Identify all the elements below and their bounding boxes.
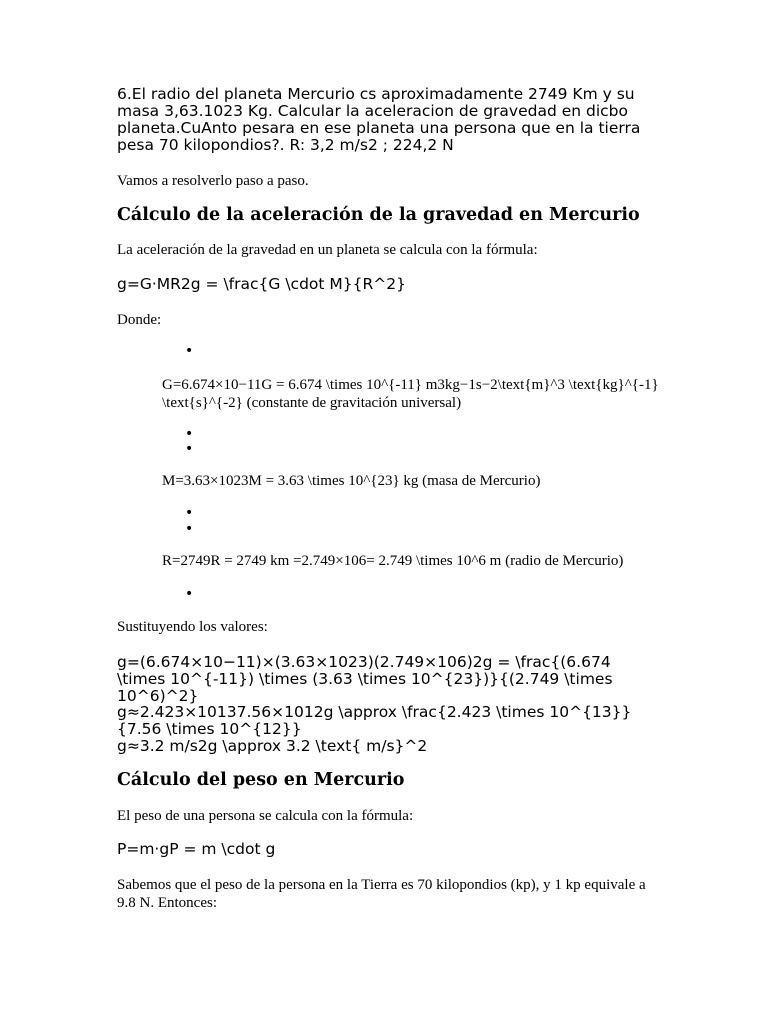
list-bullet: •: [185, 586, 194, 602]
list-bullet: •: [185, 441, 194, 457]
gravity-formula-intro: La aceleración de la gravedad en un planeta se calcula con la fórmula:: [117, 242, 538, 258]
list-bullet: •: [185, 505, 194, 521]
calculation-step-2: g≈2.423×10137.56×1012g \approx \frac{2.423 \times 10^{13}}{7.56 \times 10^{12}}: [117, 703, 632, 738]
list-bullet: •: [185, 426, 194, 442]
section-heading-weight: Cálculo del peso en Mercurio: [117, 770, 405, 790]
weight-formula: P=m·gP = m \cdot g: [117, 840, 276, 858]
weight-explanation: Sabemos que el peso de la persona en la Tierra es 70 kilopondios (kp), y 1 kp equivale a 9.8 N. Entonces:: [117, 877, 646, 911]
sustituyendo-label: Sustituyendo los valores:: [117, 619, 268, 635]
calculation-step-1: g=(6.674×10−11)×(3.63×1023)(2.749×106)2g = \frac{(6.674 \times 10^{-11}) \times (3.63 \times 10^{23})}{(2.749 \times 10^6)^2}: [117, 653, 613, 705]
weight-formula-intro: El peso de una persona se calcula con la fórmula:: [117, 808, 414, 824]
donde-label: Donde:: [117, 312, 162, 328]
calculation-step-3: g≈3.2 m/s2g \approx 3.2 \text{ m/s}^2: [117, 737, 428, 755]
list-item-radius: R=2749R = 2749 km =2.749×106= 2.749 \times 10^6 m (radio de Mercurio): [162, 553, 624, 569]
list-item-constant-g: G=6.674×10−11G = 6.674 \times 10^{-11} m3kg−1s−2\text{m}^3 \text{kg}^{-1} \text{s}^{-2} (constante de gravitación universal): [162, 377, 659, 411]
list-item-mass: M=3.63×1023M = 3.63 \times 10^{23} kg (masa de Mercurio): [162, 473, 541, 489]
problem-statement: 6.El radio del planeta Mercurio cs aproximadamente 2749 Km y su masa 3,63.1023 Kg. Calcular la aceleracion de gravedad en dicbo planeta.CuAnto pesara en ese planeta una persona que en la tierra pesa 70 kilopondios?. R: 3,2 m/s2 ; 224,2 N: [117, 85, 641, 154]
section-heading-gravity: Cálculo de la aceleración de la gravedad en Mercurio: [117, 205, 640, 225]
list-bullet: •: [185, 521, 194, 537]
intro-text: Vamos a resolverlo paso a paso.: [117, 173, 309, 189]
gravity-formula: g=G·MR2g = \frac{G \cdot M}{R^2}: [117, 275, 406, 293]
list-bullet: •: [185, 343, 194, 359]
